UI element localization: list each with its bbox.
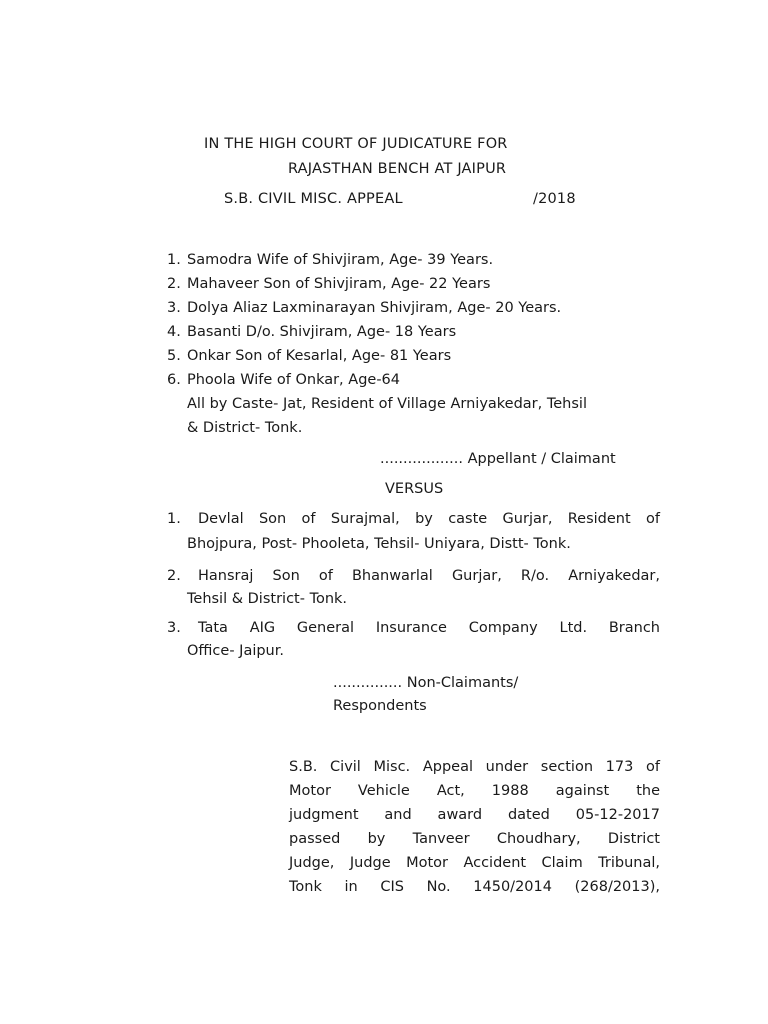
appellant-number: 5. [167, 348, 181, 364]
appeal-description-line: Judge, Judge Motor Accident Claim Tribunal, [289, 855, 660, 871]
appellant-item [167, 248, 493, 272]
respondent-tag-line1: ............... Non-Claimants/ [333, 675, 519, 691]
appeal-description-line: S.B. Civil Misc. Appeal under section 173 of [289, 759, 660, 775]
appellant-number: 4. [167, 324, 181, 340]
appellant-address-line2: & District- Tonk. [187, 420, 303, 436]
versus-label: VERSUS [385, 481, 444, 497]
appellant-item [167, 368, 400, 392]
appellant-number: 6. [167, 372, 181, 388]
appellant-text: Onkar Son of Kesarlal, Age- 81 Years [187, 348, 452, 364]
appellant-text: Basanti D/o. Shivjiram, Age- 18 Years [187, 324, 457, 340]
court-heading-line1: IN THE HIGH COURT OF JUDICATURE FOR [204, 136, 508, 152]
respondent-line1: Devlal Son of Surajmal, by caste Gurjar, Resident of [198, 511, 660, 527]
appellant-text: Phoola Wife of Onkar, Age-64 [187, 372, 401, 388]
appeal-description-line: Motor Vehicle Act, 1988 against the [289, 783, 660, 799]
appellant-address-line1: All by Caste- Jat, Resident of Village Arniyakedar, Tehsil [187, 396, 587, 412]
appellant-item [167, 296, 561, 320]
appellant-text: Mahaveer Son of Shivjiram, Age- 22 Years [187, 276, 491, 292]
appeal-description-line: passed by Tanveer Choudhary, District [289, 831, 660, 847]
respondent-line1: Tata AIG General Insurance Company Ltd. Branch [198, 620, 660, 636]
respondent-line2: Bhojpura, Post- Phooleta, Tehsil- Uniyara, Distt- Tonk. [187, 536, 571, 552]
appellant-tag: .................. Appellant / Claimant [380, 451, 616, 467]
respondent-line2: Office- Jaipur. [187, 643, 284, 659]
appeal-description-line: Tonk in CIS No. 1450/2014 (268/2013), [289, 879, 660, 895]
respondent-line1: Hansraj Son of Bhanwarlal Gurjar, R/o. Arniyakedar, [198, 568, 660, 584]
appellant-item [167, 320, 456, 344]
appeal-description-line: judgment and award dated 05-12-2017 [289, 807, 660, 823]
appellant-number: 1. [167, 252, 181, 268]
appellant-number: 2. [167, 276, 181, 292]
appellant-text: Samodra Wife of Shivjiram, Age- 39 Years. [187, 252, 494, 268]
respondent-number: 1. [167, 511, 181, 527]
appeal-year: /2018 [533, 191, 576, 207]
appellant-number: 3. [167, 300, 181, 316]
respondent-number: 2. [167, 568, 181, 584]
court-heading-line2: RAJASTHAN BENCH AT JAIPUR [288, 161, 507, 177]
respondent-line2: Tehsil & District- Tonk. [187, 591, 348, 607]
appellant-item [167, 344, 451, 368]
appellant-item [167, 272, 490, 296]
appeal-title: S.B. CIVIL MISC. APPEAL [224, 191, 403, 207]
respondent-tag-line2: Respondents [333, 698, 427, 714]
appellant-text: Dolya Aliaz Laxminarayan Shivjiram, Age- 20 Years. [187, 300, 562, 316]
respondent-number: 3. [167, 620, 181, 636]
